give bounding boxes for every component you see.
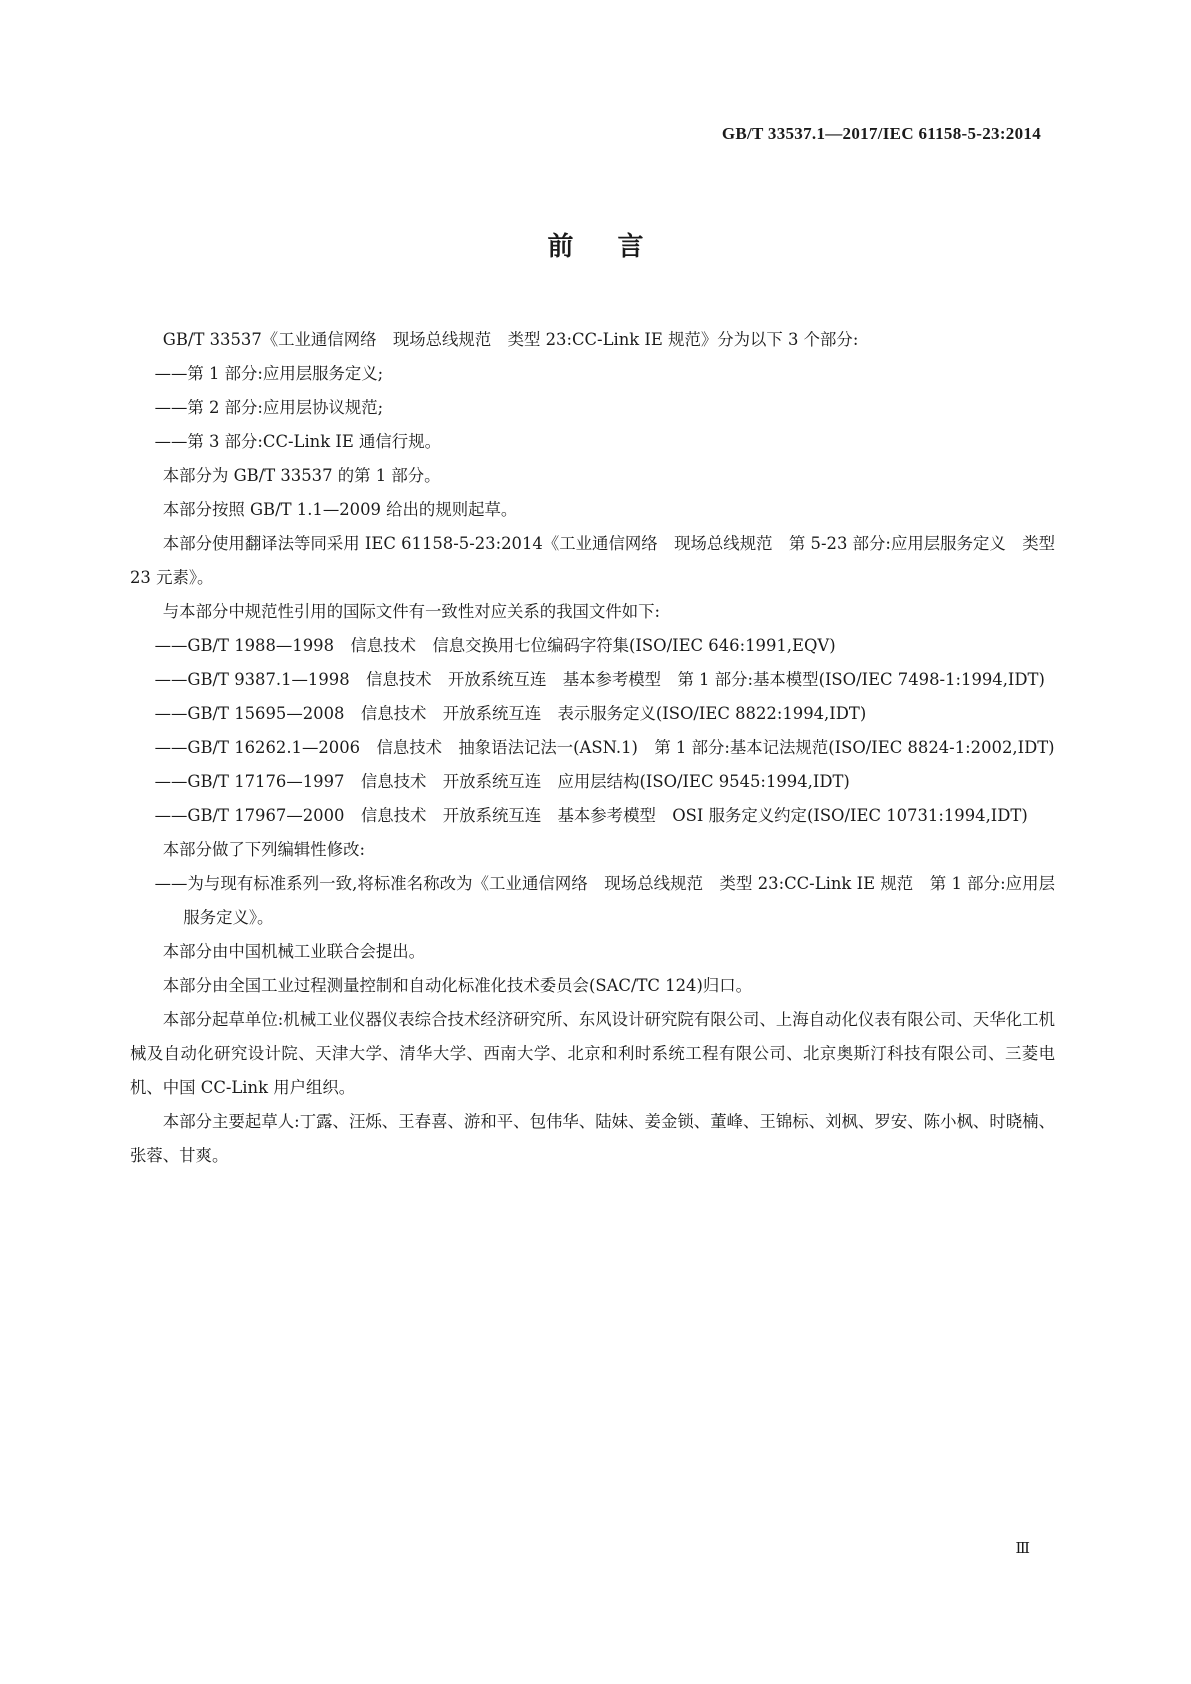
paragraph-drafting-rules: 本部分按照 GB/T 1.1—2009 给出的规则起草。 bbox=[162, 500, 518, 519]
list-item-part-1: ——第 1 部分:应用层服务定义; bbox=[154, 364, 384, 383]
standard-code-header: GB/T 33537.1—2017/IEC 61158-5-23:2014 bbox=[721, 124, 1041, 143]
paragraph-editorial-changes: 本部分做了下列编辑性修改: bbox=[162, 840, 366, 859]
page-number: Ⅲ bbox=[1015, 1541, 1030, 1557]
list-item-reference: ——GB/T 17967—2000 信息技术 开放系统互连 基本参考模型 OSI 服务定义约定(ISO/IEC 10731:1994,IDT) bbox=[154, 806, 1028, 825]
paragraph-drafters: 本部分主要起草人:丁露、汪烁、王春喜、游和平、包伟华、陆妹、姜金锁、董峰、王锦标、刘枫、罗安、陈小枫、时晓楠、张蓉、甘爽。 bbox=[130, 1112, 1055, 1165]
paragraph-administered-by: 本部分由全国工业过程测量控制和自动化标准化技术委员会(SAC/TC 124)归口。 bbox=[162, 976, 753, 995]
paragraph-drafting-units: 本部分起草单位:机械工业仪器仪表综合技术经济研究所、东风设计研究院有限公司、上海自动化仪表有限公司、天华化工机械及自动化研究设计院、天津大学、清华大学、西南大学、北京和利时系统工程有限公司、北京奥斯汀科技有限公司、三菱电机、中国 CC-Link 用户组织。 bbox=[130, 1010, 1055, 1097]
list-item-part-2: ——第 2 部分:应用层协议规范; bbox=[154, 398, 384, 417]
list-item-reference: ——GB/T 1988—1998 信息技术 信息交换用七位编码字符集(ISO/IEC 646:1991,EQV) bbox=[154, 636, 836, 655]
list-item-part-3: ——第 3 部分:CC-Link IE 通信行规。 bbox=[154, 432, 441, 451]
list-item-reference: ——GB/T 9387.1—1998 信息技术 开放系统互连 基本参考模型 第 1 部分:基本模型(ISO/IEC 7498-1:1994,IDT) bbox=[154, 670, 1045, 689]
list-item-editorial-change: ——为与现有标准系列一致,将标准名称改为《工业通信网络 现场总线规范 类型 23:CC-Link IE 规范 第 1 部分:应用层服务定义》。 bbox=[154, 874, 1055, 927]
paragraph-parts-intro: GB/T 33537《工业通信网络 现场总线规范 类型 23:CC-Link IE 规范》分为以下 3 个部分: bbox=[162, 330, 859, 349]
list-item-reference: ——GB/T 16262.1—2006 信息技术 抽象语法记法一(ASN.1) 第 1 部分:基本记法规范(ISO/IEC 8824-1:2002,IDT) bbox=[154, 738, 1055, 757]
paragraph-correspondence-intro: 与本部分中规范性引用的国际文件有一致性对应关系的我国文件如下: bbox=[162, 602, 661, 621]
list-item-reference: ——GB/T 17176—1997 信息技术 开放系统互连 应用层结构(ISO/IEC 9545:1994,IDT) bbox=[154, 772, 850, 791]
list-item-reference: ——GB/T 15695—2008 信息技术 开放系统互连 表示服务定义(ISO/IEC 8822:1994,IDT) bbox=[154, 704, 867, 723]
foreword-body bbox=[130, 323, 1055, 1173]
paragraph-this-part: 本部分为 GB/T 33537 的第 1 部分。 bbox=[162, 466, 441, 485]
paragraph-proposed-by: 本部分由中国机械工业联合会提出。 bbox=[162, 942, 426, 961]
page-title: 前言 bbox=[547, 232, 688, 262]
paragraph-adoption: 本部分使用翻译法等同采用 IEC 61158-5-23:2014《工业通信网络 现场总线规范 第 5-23 部分:应用层服务定义 类型 23 元素》。 bbox=[130, 534, 1055, 587]
